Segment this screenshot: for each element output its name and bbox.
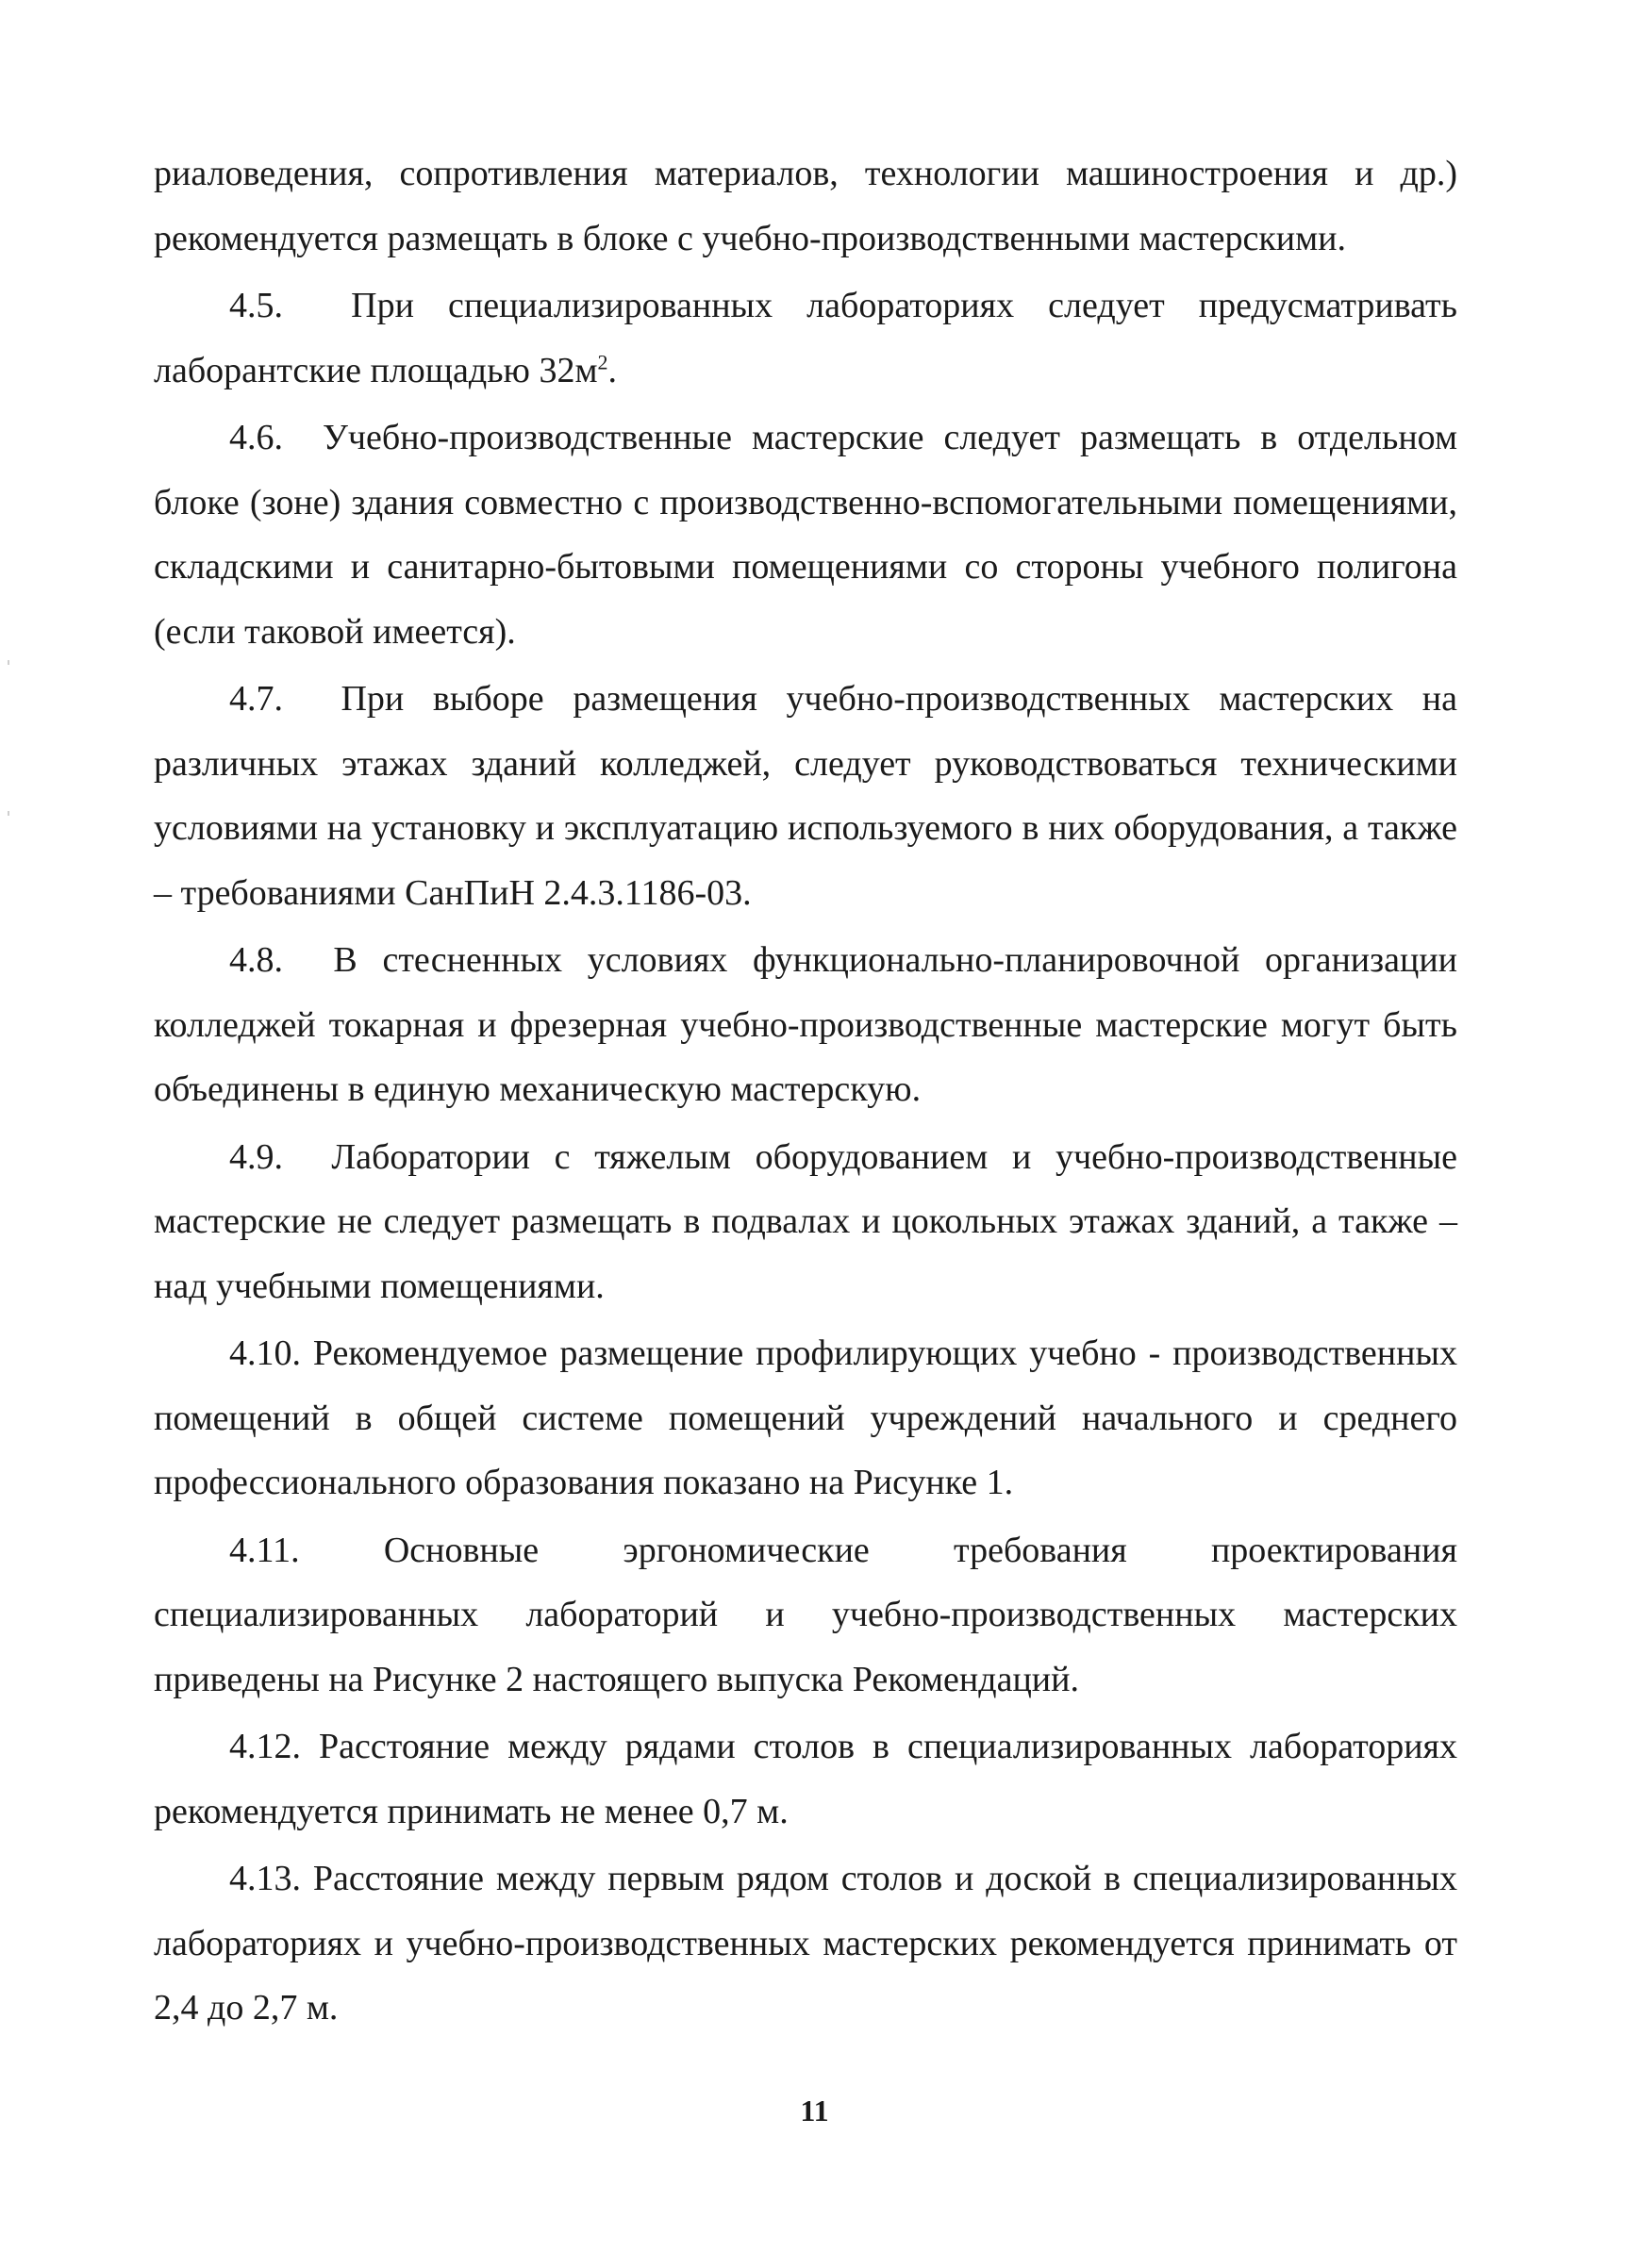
paragraph-4-12 (154, 1714, 1457, 1844)
body-text (154, 141, 1457, 2041)
scan-mark (8, 660, 9, 665)
paragraph-number: 4.7. (229, 679, 283, 719)
paragraph-number: 4.9. (229, 1136, 283, 1177)
paragraph-text: При выборе размещения учебно-производственных мастерских на различных этажах зданий колледжей, следует руководствоваться техническими условиями на установку и эксплуатацию используемого в них оборудования, а также – требованиями СанПиН 2.4.3.1186-03. (154, 679, 1458, 913)
paragraph-number: 4.6. (229, 418, 283, 457)
paragraph-4-10 (154, 1321, 1457, 1515)
continuation-paragraph: риаловедения, сопротивления материалов, технологии машиностроения и др.) рекомендуется размещать в блоке с учебно-производственными мастерскими. (154, 154, 1457, 258)
paragraph-number: 4.5. (229, 286, 283, 325)
paragraph-text: При специализированных лабораториях следует предусматривать лаборантские площадью 32м (154, 286, 1457, 390)
paragraph-number: 4.10. (229, 1333, 301, 1373)
paragraph-4-7 (154, 667, 1457, 925)
paragraph-4-13 (154, 1846, 1457, 2041)
paragraph-text: Расстояние между первым рядом столов и доской в специализированных лабораториях и учебно-производственных мастерских рекомендуется принимать от 2,4 до 2,7 м. (154, 1859, 1457, 2028)
paragraph-4-5 (154, 273, 1457, 403)
paragraph-text: Рекомендуемое размещение профилирующих учебно - производственных помещений в общей системе помещений учреждений начального и среднего профессионального образования показано на Рисунке 1. (154, 1333, 1458, 1502)
paragraph-text: Основные эргономические требования проектирования специализированных лабораторий и учебно-производственных мастерских приведены на Рисунке 2 настоящего выпуска Рекомендаций. (154, 1530, 1457, 1699)
paragraph-text: Учебно-производственные мастерские следует размещать в отдельном блоке (зоне) здания совместно с производственно-вспомогательными помещениями, складскими и санитарно-бытовыми помещениями со стороны учебного полигона (если таковой имеется). (154, 418, 1457, 652)
paragraph-number: 4.12. (229, 1727, 301, 1766)
paragraph-number: 4.8. (229, 940, 283, 980)
paragraph-tail: . (607, 350, 617, 390)
page-number: 11 (800, 2094, 829, 2127)
superscript: 2 (597, 349, 608, 373)
paragraph-4-11 (154, 1518, 1457, 1713)
paragraph-4-6 (154, 406, 1457, 664)
paragraph-4-9 (154, 1125, 1457, 1319)
paragraph-text: В стесненных условиях функционально-планировочной организации колледжей токарная и фрезерная учебно-производственные мастерские могут быть объединены в единую механическую мастерскую. (154, 940, 1457, 1109)
paragraph-text: Расстояние между рядами столов в специализированных лабораториях рекомендуется принимать не менее 0,7 м. (154, 1727, 1458, 1831)
paragraph-4-8 (154, 928, 1457, 1122)
paragraph-text: Лаборатории с тяжелым оборудованием и учебно-производственные мастерские не следует размещать в подвалах и цокольных этажах зданий, а также – над учебными помещениями. (154, 1136, 1458, 1306)
paragraph-number: 4.11. (229, 1530, 300, 1570)
paragraph-number: 4.13. (229, 1859, 301, 1898)
scan-mark (8, 811, 9, 816)
